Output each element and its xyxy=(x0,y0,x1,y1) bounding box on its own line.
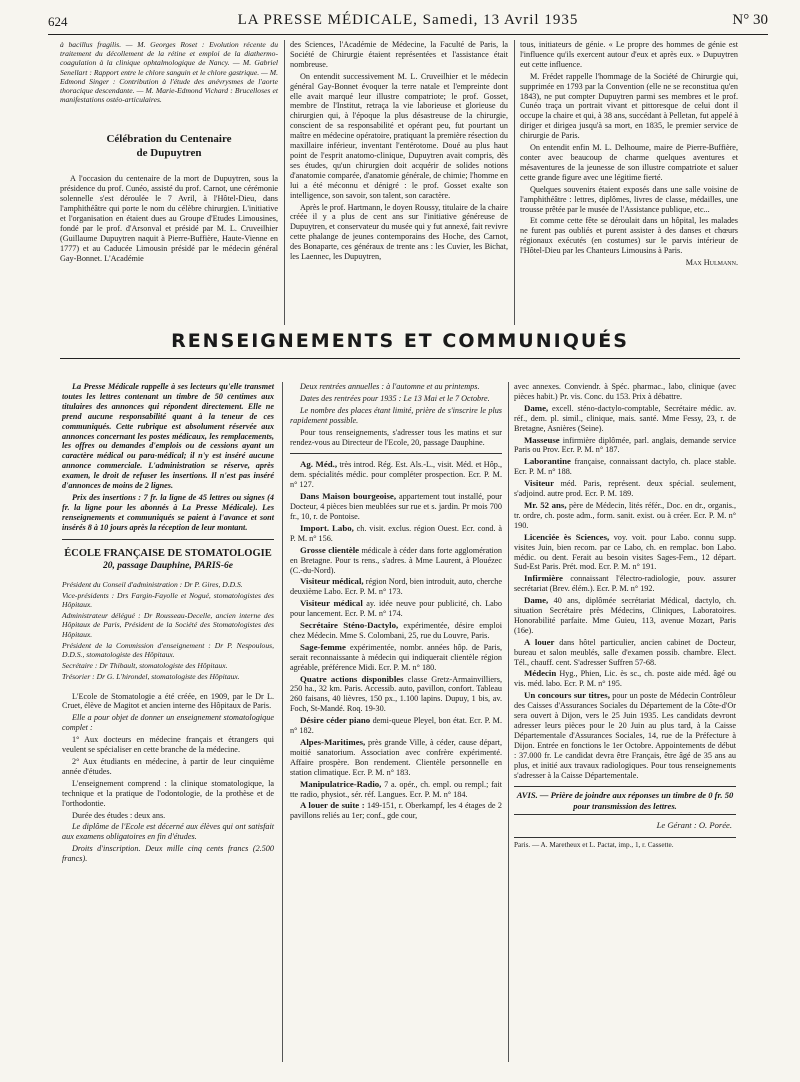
staff-entry: Administrateur délégué : Dr Rousseau-Decelle, ancien interne des Hôpitaux de Paris, Président de la Société des Stomatologistes des Hôpitaux. xyxy=(62,611,274,639)
ad-text: 149-151, r. Oberkampf, les 4 étages de 2 pavillons reliés au 1er; conf., gde cour, xyxy=(290,801,503,821)
school-paragraph: Droits d'inscription. Deux mille cinq cents francs (2.500 francs). xyxy=(62,844,274,864)
classified-ad xyxy=(290,738,502,778)
ad-keyword: A louer de suite : xyxy=(300,800,365,811)
celebration-body-3d: Quelques souvenirs étaient exposés dans une salle voisine de l'amphithéâtre : lettres, diplômes, livres de classe, médailles, une trousse prêtée par le musée de l'Assistance publique, etc... xyxy=(520,184,738,214)
page-header xyxy=(48,8,768,35)
school-paragraph: Le nombre des places étant limité, prière de s'inscrire le plus rapidement possible. xyxy=(290,405,502,425)
ad-text: ch. visit. exclus. région Ouest. Ecr. cond. à P. M. n° 156. xyxy=(290,523,503,543)
ad-keyword: Ag. Méd., xyxy=(300,459,338,470)
column-divider xyxy=(508,382,509,1062)
section-rule xyxy=(60,358,740,359)
ad-keyword: Dame, xyxy=(524,402,549,413)
notices-column-3 xyxy=(514,382,736,851)
ad-keyword: Visiteur xyxy=(524,478,554,489)
ad-text: expérimentée, nombr. années hôp. de Paris, serait reconnaissante à médecin qui indiquerait clientèle région agréable, préférence Midi. Ecr. P. M. n° 180. xyxy=(290,642,503,672)
classified-ad xyxy=(514,436,736,456)
top-column-1 xyxy=(60,40,278,266)
printer-line: Paris. — A. Maretheux et L. Pactat, imp., 1, r. Cassette. xyxy=(514,837,736,851)
classified-ad xyxy=(514,596,736,636)
classified-ad xyxy=(290,621,502,641)
ad-text: très introd. Rég. Est. Als.-L., visit. Méd. et Hôp., dem. spécialités médic. pour compléter prospection. Ecr. P. M. n° 127. xyxy=(290,460,502,490)
school-paragraph: 2° Aux étudiants en médecine, à partir de leur cinquième année d'études. xyxy=(62,756,274,776)
ad-keyword: Un concours sur titres, xyxy=(524,690,610,701)
ad-text: demi-queue Pleyel, bon état. Ecr. P. M. n° 182. xyxy=(290,716,503,736)
page-number: 624 xyxy=(48,14,68,29)
classified-ad xyxy=(290,675,502,715)
ad-keyword: Grosse clientèle xyxy=(300,544,360,555)
column-divider xyxy=(514,40,515,325)
ad-keyword: Masseuse xyxy=(524,434,560,445)
ad-text: expérimentée, désire emploi chez Médecin. Mme S. Colombani, 25, rue du Louvre, Paris. xyxy=(290,621,502,640)
notice-text: La Presse Médicale rappelle à ses lecteurs qu'elle transmet toutes les lettres contenant un timbre de 50 centimes aux titulaires des annonces qui répondent directement. Elle ne prend aucune responsabilité quant à la teneur de ces communiqués. Cette rubrique est absolument réservée aux annonces concernant les postes médicaux, les remplacements, les offres ou demandes d'emplois ou de cessions ayant un caractère médical ou para-médical; il n'y est inséré aucune annonce commerciale. L'administration se réserve, après examen, le droit de refuser les insertions. Il n'est pas inséré d'annonces de moins de 2 lignes. xyxy=(62,382,274,491)
celebration-body-3e: Et comme cette fête se déroulait dans un hôpital, les malades ne furent pas oubliés et purent assister à des danses et chœurs régionaux exécutés (en costumes) sur le parvis intérieur de l'Hôtel-Dieu par les Chanteurs Limousins à Paris. xyxy=(520,216,738,256)
article-signature: Max Hulmann. xyxy=(685,258,738,268)
ad-text: connaissant l'électro-radiologie, pouv. assurer secrétariat (Brev. élém.). Ecr. P. M. n° 192. xyxy=(514,574,736,594)
classified-ad xyxy=(290,460,502,490)
ad-keyword: Import. Labo, xyxy=(300,522,354,533)
school-paragraph: L'Ecole de Stomatologie a été créée, en 1909, par le Dr L. Cruet, élève de Magitot et ancien interne des Hôpitaux de Paris. xyxy=(62,691,274,711)
ad-keyword: Visiteur médical xyxy=(300,598,363,609)
school-paragraph: Dates des rentrées pour 1935 : Le 13 Mai et le 7 Octobre. xyxy=(300,393,490,403)
ad-text: dans hôtel particulier, ancien cabinet de Docteur, bureau et salon meublés, salle d'examen possib. chambre. Elect. Tél., chauff. cent. S'adresser Suffren 57-68. xyxy=(514,637,736,667)
notices-column-2 xyxy=(290,382,502,823)
classified-ads-list xyxy=(514,404,736,781)
ad-text: française, connaissant dactylo, ch. place stable. Ecr. P. M. n° 188. xyxy=(514,457,737,477)
ad-text: Hyg., Phien, Lic. ès sc., ch. poste aide méd. âgé ou vis. méd. labo. Ecr. P. M. n° 195. xyxy=(514,669,737,689)
celebration-body-2a: des Sciences, l'Académie de Médecine, la Faculté de Paris, la Société de Chirurgie étaient représentées et l'assistance était nombreuse. xyxy=(290,40,508,69)
notices-column-1 xyxy=(62,382,274,866)
ad-keyword: A louer xyxy=(524,636,555,647)
classified-ad xyxy=(290,780,502,800)
top-column-2 xyxy=(290,40,508,264)
classified-ad xyxy=(514,404,736,434)
celebration-body: A l'occasion du centenaire de la mort de Dupuytren, sous la présidence du prof. Cunéo, assisté du prof. Carnot, une cérémonie solennelle s'est déroulée le 7 Avril, à l'Hôtel-Dieu, dans l'amphithéâtre qui porte le nom du célèbre chirurgien. L'initiative et l'organisation en étaient dues au Groupe d'Etudes Limousines, fondé par le prof. d'Arsonval et présidé par M. L. Cruveilhier (Guillaume Dupuytren naquit à Pierre-Buffière, Haute-Vienne en 1777) et au Caducée Limousin présidé par le médecin général Gay-Bonnet. L'Académie xyxy=(60,174,278,263)
ad-keyword: Sage-femme xyxy=(300,641,346,652)
classified-ad xyxy=(514,638,736,668)
school-address: 20, passage Dauphine, PARIS-6e xyxy=(103,560,233,571)
classified-ad xyxy=(290,801,502,821)
ad-keyword: Manipulatrice-Radio, xyxy=(300,778,382,789)
classified-ad xyxy=(290,599,502,619)
celebration-body-3c: On entendit enfin M. L. Delhoume, maire de Pierre-Buffière, conter avec beaucoup de charme quelques aventures et mésaventures de la jeunesse de son illustre compatriote et saluer cette grande figure avec une légitime fierté. xyxy=(520,143,738,182)
ad-text: voy. voit. pour Labo. connu supp. visites Juin, bien recom. par ce Labo, ch. en remplac. bon Labo. médic. ou dent. Ferait au besoin visites Sages-Fem., 12 départ. Sud-Est Paris. Prét. mod. Ecr. P. M. n° 191. xyxy=(514,532,737,572)
staff-entry: Secrétaire : Dr Thibault, stomatologiste des Hôpitaux. xyxy=(62,661,228,671)
ad-text: 40 ans, diplômée secrétariat Médical, dactylo, ch. situation Secrétaire près Médecins, Cliniques, Laboratoires. Honorabilité parfaite. Mme Guieu, 113, avenue Mozart, Paris (16e). xyxy=(514,596,737,635)
journal-title: LA PRESSE MÉDICALE, Samedi, 13 Avril 1935 xyxy=(237,12,579,28)
celebration-title-line-2: de Dupuytren xyxy=(136,147,202,160)
ad-text: région Nord, bien introduit, auto, cherche deuxième Labo. Ecr. P. M. n° 173. xyxy=(290,577,503,597)
ad-continuation: avec annexes. Conviendr. à Spéc. pharmac., labo, clinique (avec pièces habit.) Pr. vis. Conc. du 153. Prix à débattre. xyxy=(514,382,736,401)
celebration-body-2b: On entendit successivement M. L. Cruveilhier et le médecin général Gay-Bonnet évoquer la terre natale et l'empreinte dont elle avait marqué leur illustre compatriote; le prof. Gosset, membre de l'Institut, retraça la vie laborieuse et glorieuse du chirurgien qui, à l'époque la plus désastreuse de la chirurgie, conscient de sa responsabilité et opérant peu, fut pourtant un maître en médecine opératoire, pratiquant la première résection du maxillaire inférieur, inventant l'entérotome. Doué au plus haut point de l'esprit anatomo-clinique, Dupuytren avait compris, dès ses études, qu'un chirurgien doit acquérir de solides notions d'anatomie comparée, d'anatomie générale, de chimie; l'homme en lui a été méconnu et dénigré : le prof. Gosset exalte son intelligence, son savoir, son talent, son caractère. xyxy=(290,71,508,200)
ad-text: père de Médecin, lités référ., Doc. en dr., organis., tr. ordre, ch. poste adm., form. sanit. exist. ou à créer. Ecr. P. M. n° 190. xyxy=(514,500,736,530)
school-staff-list xyxy=(62,580,274,682)
classified-ads-list xyxy=(290,460,502,821)
staff-entry: Président de la Commission d'enseignement : Dr P. Nespoulous, D.D.S., stomatologiste des Hôpitaux. xyxy=(62,640,274,659)
ad-keyword: Désire céder piano xyxy=(300,715,371,726)
issue-number: N° 30 xyxy=(732,12,768,28)
school-title: ÉCOLE FRANÇAISE DE STOMATOLOGIE xyxy=(64,547,272,559)
insertion-prices: Prix des insertions : 7 fr. la ligne de 45 lettres ou signes (4 fr. la ligne pour les abonnés à La Presse Médicale). Les renseignements et communiqués se paient à l'avance et sont insérés 8 à 10 jours après la réception de leur montant. xyxy=(62,492,274,532)
ad-text: ay. idée neuve pour publicité, ch. Labo pour lancement. Ecr. P. M. n° 174. xyxy=(290,599,502,619)
classified-ad xyxy=(514,533,736,573)
ad-text: près grande Ville, à céder, cause départ, moitié sanatorium. Association avec confrère expérimenté. Affaire prospère. Bon rendement. Clientèle personnelle en station climatique. Ecr. P. M. n° 183. xyxy=(290,738,502,777)
classified-ad xyxy=(290,492,502,522)
classified-ad xyxy=(514,479,736,499)
classified-ad xyxy=(514,574,736,594)
classified-ad xyxy=(290,643,502,673)
school-paragraph: Pour tous renseignements, s'adresser tous les matins et sur rendez-vous au Directeur de l'Ecole, 20, passage Dauphine. xyxy=(290,427,502,447)
divider xyxy=(290,453,502,454)
school-paragraph: Elle a pour objet de donner un enseignement stomatologique complet : xyxy=(62,713,274,733)
classified-ad xyxy=(514,669,736,689)
celebration-body-3a: tous, initiateurs de génie. « Le propre des hommes de génie est l'influence qu'ils exercent autour d'eux et après eux. » Dupuytren eut cette influence. xyxy=(520,40,738,69)
avis-notice: AVIS. — Prière de joindre aux réponses un timbre de 0 fr. 50 pour transmission des lettres. xyxy=(514,786,736,815)
ad-keyword: Infirmière xyxy=(524,573,563,584)
classified-ad xyxy=(514,457,736,477)
school-paragraph: 1° Aux docteurs en médecine français et étrangers qui veulent se spécialiser en cette branche de la médecine. xyxy=(62,735,274,755)
ad-text: excell. sténo-dactylo-comptable, Secrétaire médic. av. réf., dem. pl. simil., clinique, mais. santé. Mme Fessy, 23, r. de Bretagne, Asnières (Seine). xyxy=(514,403,736,433)
school-paragraph: Durée des études : deux ans. xyxy=(72,810,166,820)
ad-text: méd. Paris, représent. deux spécial. seulement, s'adjoind. autre prod. Ecr. P. M. 189. xyxy=(514,479,736,499)
ad-text: 7 a. opér., ch. empl. ou rempl.; fait tte radio, physiot., sér. réf. Langues. Ecr. P. M. n° 184. xyxy=(290,779,502,799)
ad-keyword: Laborantine xyxy=(524,456,571,467)
school-paragraph: Le diplôme de l'Ecole est décerné aux élèves qui ont satisfait aux examens obligatoires en fin d'études. xyxy=(62,822,274,842)
classified-ad xyxy=(290,524,502,544)
gerant-line: Le Gérant : O. Porée. xyxy=(656,820,732,831)
celebration-body-3b: M. Frédet rappelle l'hommage de la Société de Chirurgie qui, supprimée en 1793 par la Convention (elle ne se reconstitua qu'en 1843), ne put compter Dupuytren parmi ses membres et le prof. Cunéo traça un portrait vivant et pittoresque de celui dont il occupe la chaire et qui, à 38 ans, succédant à Pelletan, fut appelé à diriger et dirigea jusqu'à sa mort, en 1835, le premier service de chirurgie de Paris. xyxy=(520,71,738,141)
top-column-3 xyxy=(520,40,738,270)
celebration-body-2c: Après le prof. Hartmann, le doyen Roussy, titulaire de la chaire créée il y a plus de cent ans sur l'initiative généreuse de Dupuytren, et conservateur du musée qui y fut annexé, fait revivre cette phalange de jeunes contemporains des Hoche, des Carnot, des Bonaparte, ces généraux de trente ans : les Cuvier, les Bichat, les Laennec, les Dupuytren, xyxy=(290,202,508,262)
classified-ad xyxy=(514,501,736,531)
classified-ad xyxy=(290,546,502,576)
column-divider xyxy=(282,382,283,1062)
ad-keyword: Secrétaire Sténo-Dactylo, xyxy=(300,620,399,631)
ad-keyword: Alpes-Maritimes, xyxy=(300,737,366,747)
ad-keyword: Dans Maison bourgeoise, xyxy=(300,491,397,502)
staff-entry: Vice-présidents : Drs Fargin-Fayolle et Nogué, stomatologistes des Hôpitaux. xyxy=(62,590,274,609)
school-paragraph: Deux rentrées annuelles : à l'automne et au printemps. xyxy=(300,382,480,391)
celebration-title-line-1: Célébration du Centenaire xyxy=(106,133,232,146)
ad-keyword: Quatre actions disponibles xyxy=(300,673,404,684)
celebration-heading xyxy=(60,132,278,160)
ad-text: infirmière diplômée, parl. anglais, demande service Paris ou Prov. Ecr. P. M. n° 187. xyxy=(514,435,737,455)
ad-text: pour un poste de Médecin Contrôleur des Caisses d'Assurances Sociales du Département de la Côte-d'Or sera ouvert à Dijon, vers le 25 Juin 1935. Les candidats devront adresser leurs pièces pour le 20 Juin au plus tard, à la Caisse Départementale d'Assurances Sociales, 14, rue de la Préfecture à Dijon. Entrée en fonctions le 1er Octobre. Appointements de début : 37.000 fr. Le candidat devra être Français, être âgé de 35 ans au plus, et initié aux travaux radiologiques. Pour tous renseignements s'adresser à la Caisse Départementale. xyxy=(514,691,737,780)
staff-entry: Président du Conseil d'administration : Dr P. Gires, D.D.S. xyxy=(62,579,243,589)
ad-text: appartement tout installé, pour Docteur, 4 pièces bien meublées sur rue et s. jardin. Pr mois 700 fr., 10, r. de Pontoise. xyxy=(290,492,502,521)
ad-keyword: Visiteur médical, xyxy=(300,576,364,587)
theses-list: à bacillus fragilis. — M. Georges Roset : Evolution récente du traitement du décollement de la rétine et emploi de la diathermo-coagulation à la clinique ophtalmologique de Nancy. — M. Gabriel Senellart : Rapport entre le chlore sanguin et le chlore gastrique. — M. Edmond Singer : Contribution à l'étude des anévrysmes de l'aorte thoracique descendante. — M. Marie-Edmond Vichard : Brucelloses et manifestations ostéo-articulaires. xyxy=(60,40,278,105)
divider xyxy=(62,539,274,540)
ad-text: classe Gretz-Armainvilliers, 250 ha., 32 km. Paris. Accessib. auto, pavillon, confort. Tableau 260 faisans, 40 lièvres, 150 px., 1.100 lapins. Dupuy, 1 bis, av. Foch, St-Mandé. Roq. 19-30. xyxy=(290,674,502,714)
classified-ad xyxy=(290,577,502,597)
classified-ad xyxy=(290,716,502,736)
staff-entry: Trésorier : Dr G. L'hirondel, stomatologiste des Hôpitaux. xyxy=(62,672,240,682)
classified-ad xyxy=(514,691,736,780)
ad-keyword: Médecin xyxy=(524,668,557,679)
ad-keyword: Mr. 52 ans, xyxy=(524,499,567,510)
ad-keyword: Dame, xyxy=(524,595,549,606)
column-divider xyxy=(284,40,285,325)
ad-keyword: Licenciée ès Sciences, xyxy=(524,531,610,542)
section-title: RENSEIGNEMENTS ET COMMUNIQUÉS xyxy=(171,330,629,352)
school-paragraph: L'enseignement comprend : la clinique stomatologique, la technique et la pratique de l'odontologie, de la prothèse et de l'orthodontie. xyxy=(62,778,274,808)
ad-text: médicale à céder dans forte agglomération en Bretagne. Pour ts rens., s'adres. à Mme Laurent, à Plouézec (C.-du-Nord). xyxy=(290,545,502,575)
